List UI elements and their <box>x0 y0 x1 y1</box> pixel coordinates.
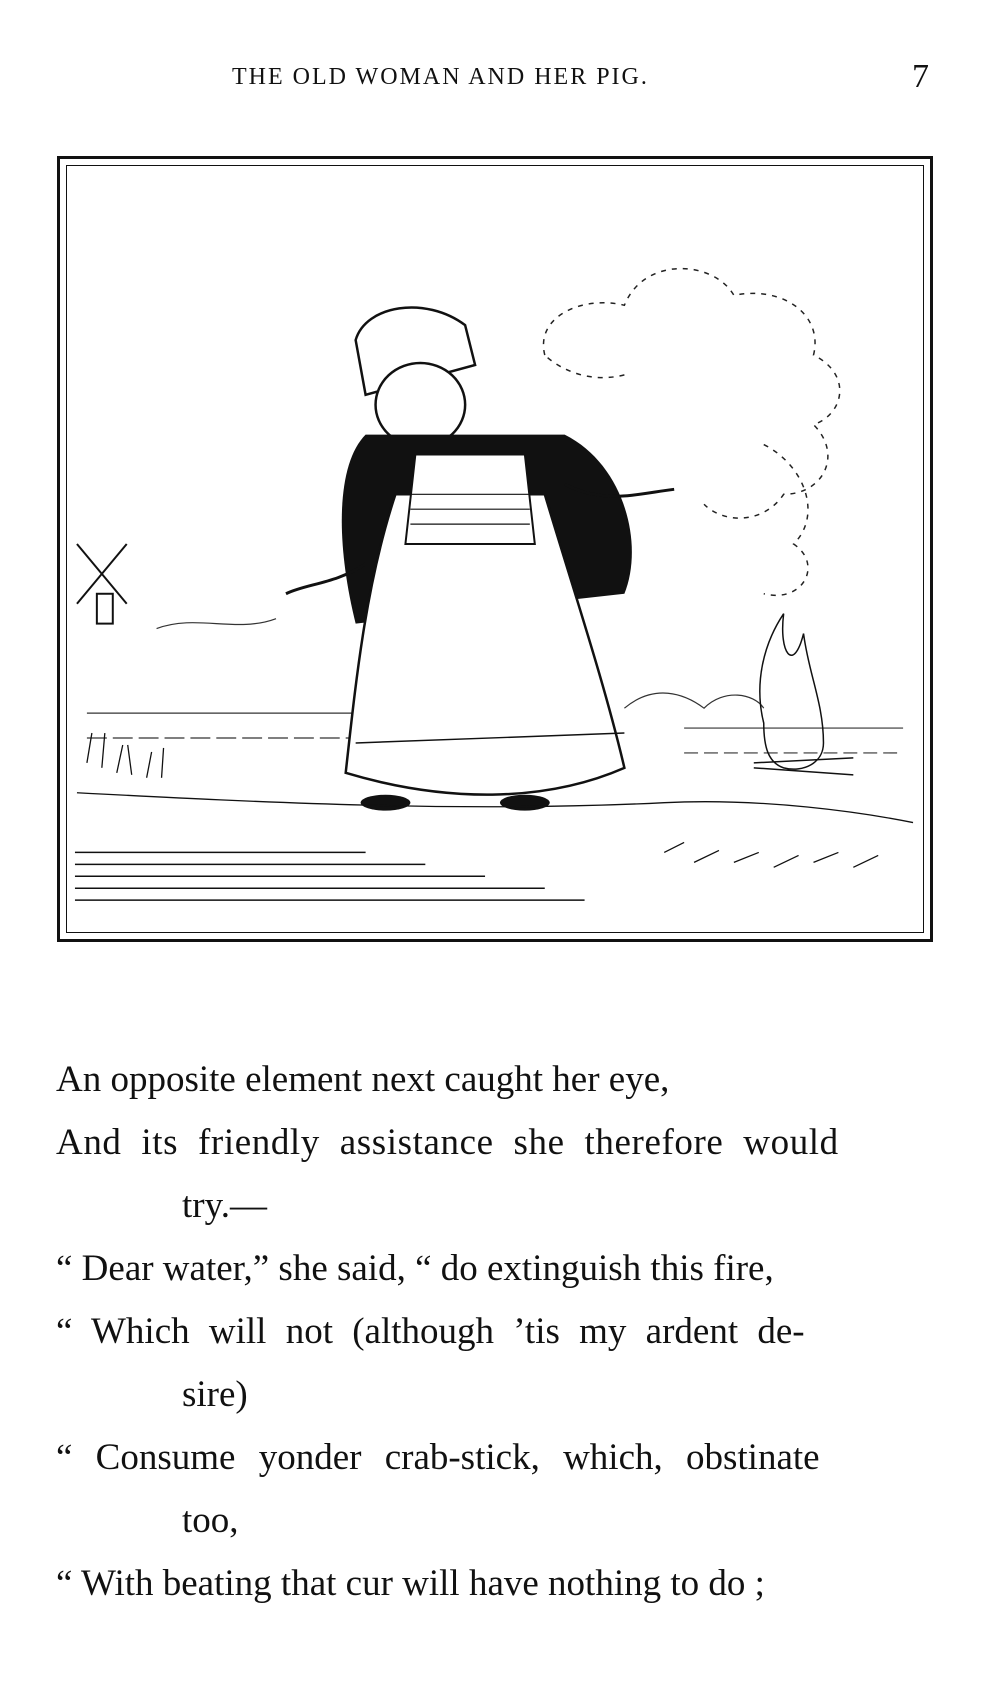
verse-line: try.— <box>182 1185 267 1226</box>
windmill-icon <box>77 544 127 624</box>
page-number: 7 <box>912 58 929 95</box>
running-head <box>0 58 1000 114</box>
verse-line: “ Which will not (although ’tis my ardent de- <box>56 1311 805 1352</box>
running-title: THE OLD WOMAN AND HER PIG. <box>232 64 649 90</box>
verse-line: “ Dear water,” she said, “ do extinguish this fire, <box>56 1248 774 1289</box>
old-woman-figure <box>286 307 674 810</box>
water-stream <box>75 852 585 900</box>
verse-line: too, <box>182 1500 239 1541</box>
engraving-illustration <box>66 165 924 933</box>
verse-line: “ With beating that cur will have nothing to do ; <box>56 1563 765 1604</box>
engraving-drawing <box>67 166 923 932</box>
illustration-plate <box>57 156 933 942</box>
verse-text <box>56 1048 940 1615</box>
verse-line: “ Consume yonder crab-stick, which, obstinate <box>56 1437 820 1478</box>
fire-icon <box>754 614 854 775</box>
verse-line: An opposite element next caught her eye, <box>56 1059 670 1100</box>
verse-line: And its friendly assistance she therefore would <box>56 1122 839 1163</box>
verse-line: sire) <box>182 1374 248 1415</box>
